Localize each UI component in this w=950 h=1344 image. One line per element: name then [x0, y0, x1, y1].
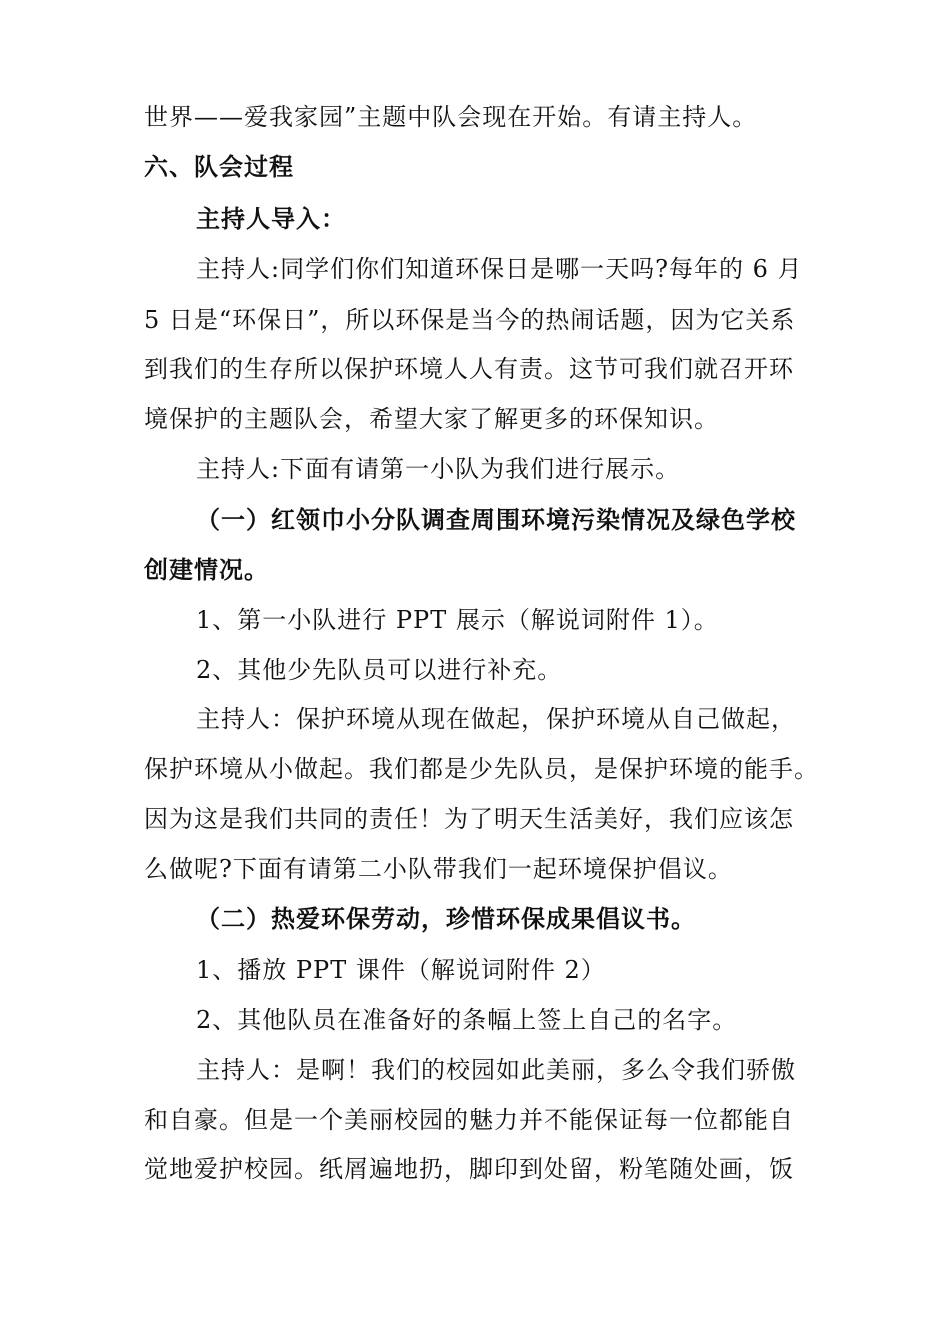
text-line-7: 境保护的主题队会，希望大家了解更多的环保知识。	[144, 405, 719, 433]
subheading-part-1: （一）红领巾小分队调查周围环境污染情况及绿色学校	[196, 506, 796, 534]
text-line-4: 主持人:同学们你们知道环保日是哪一天吗?每年的 6 月	[196, 255, 803, 283]
text-line-18: 1、播放 PPT 课件（解说词附件 2）	[196, 956, 606, 984]
text-line-13: 主持人：保护环境从现在做起，保护环境从自己做起，	[196, 705, 796, 733]
subheading-part-2: （二）热爱环保劳动，珍惜环保成果倡议书。	[196, 905, 696, 933]
text-line-22: 觉地爱护校园。纸屑遍地扔，脚印到处留，粉笔随处画，饭	[144, 1155, 794, 1183]
text-line-6: 到我们的生存所以保护环境人人有责。这节可我们就召开环	[144, 355, 794, 383]
text-line-15: 因为这是我们共同的责任！为了明天生活美好，我们应该怎	[144, 805, 794, 833]
text-line-20: 主持人：是啊！我们的校园如此美丽，多么令我们骄傲	[196, 1056, 796, 1084]
text-line-11: 1、第一小队进行 PPT 展示（解说词附件 1）。	[196, 606, 719, 634]
text-line-8: 主持人:下面有请第一小队为我们进行展示。	[196, 455, 681, 483]
text-line-21: 和自豪。但是一个美丽校园的魅力并不能保证每一位都能自	[144, 1106, 794, 1134]
subheading-part-1-cont: 创建情况。	[144, 556, 269, 584]
section-heading-6: 六、队会过程	[144, 153, 294, 181]
text-line-12: 2、其他少先队员可以进行补充。	[196, 656, 563, 684]
text-line-16: 么做呢?下面有请第二小队带我们一起环境保护倡议。	[144, 855, 733, 883]
text-line-1: 世界——爱我家园”主题中队会现在开始。有请主持人。	[144, 103, 758, 131]
subheading-host-intro: 主持人导入：	[196, 205, 346, 233]
text-line-14: 保护环境从小做起。我们都是少先队员，是保护环境的能手。	[144, 755, 819, 783]
text-line-19: 2、其他队员在准备好的条幅上签上自己的名字。	[196, 1006, 738, 1034]
text-line-5: 5 日是“环保日”，所以环保是当今的热闹话题，因为它关系	[144, 306, 796, 334]
